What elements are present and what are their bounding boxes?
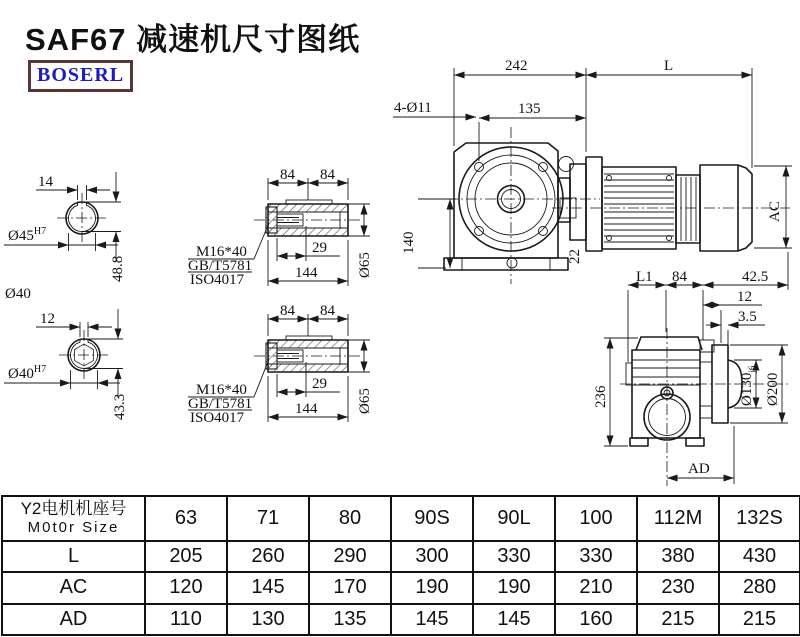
cell-AD-100: 160 [555,604,637,635]
cell-AD-90l: 145 [473,604,555,635]
motor-size-80: 80 [309,496,391,541]
header-motor-size-cn: Y2电机机座号 [20,499,127,519]
dim-keyway14-label: 14 [38,174,53,190]
dim-43-3-label: 43.3 [112,393,128,420]
dim-o65-label-2: Ø65 [357,388,373,414]
dim-144-label: 144 [295,265,318,281]
motor-size-90l: 90L [473,496,555,541]
motor-size-112m: 112M [637,496,719,541]
page-title: SAF67 减速机尺寸图纸 [25,22,361,57]
dim-bore45-label: $Ø45^{H7}$ [8,226,47,244]
motor-size-71: 71 [227,496,309,541]
cell-L-90s: 300 [391,541,473,572]
dim-3-5-label: 3.5 [738,309,757,325]
standard-note-1-2: GB/T5781 [188,396,253,412]
header-motor-size-en: M0t0r Size [27,519,120,537]
cell-AC-63: 120 [145,572,227,603]
dim-l1-label: L1 [636,269,653,285]
dim-84a-label: 84 [280,167,295,183]
cell-AC-80: 170 [309,572,391,603]
cell-AD-71: 130 [227,604,309,635]
cell-L-90l: 330 [473,541,555,572]
dim-236-label: 236 [593,385,609,408]
motor-size-100: 100 [555,496,637,541]
dim-48-8-label: 48.8 [110,255,126,282]
cell-AD-132s: 215 [719,604,800,635]
side-view [593,252,790,486]
cell-AC-90s: 190 [391,572,473,603]
dim-o130-label: $Ø130_{j6}$ [739,365,757,406]
motor-size-132s: 132S [719,496,800,541]
table-row-AD [2,604,800,635]
cell-L-112m: 380 [637,541,719,572]
dim-140-label: 140 [401,231,417,254]
dim-242-label: 242 [505,58,528,74]
dim-84b-label-2: 84 [320,303,335,319]
dim-42-5-label: 42.5 [742,269,769,285]
motor-size-63: 63 [145,496,227,541]
holes-note-label: 4-Ø11 [394,100,432,116]
dim-22-label: 22 [567,249,583,264]
dim-29-label-2: 29 [312,376,327,392]
thread-spec-note-2: M16*40 [196,382,247,398]
bore-view-top [4,172,126,282]
dim-29-label: 29 [312,240,327,256]
row-label-AD: AD [2,604,145,635]
standard-note-1: GB/T5781 [188,258,253,274]
cell-AC-100: 210 [555,572,637,603]
cell-AD-90s: 145 [391,604,473,635]
cell-AD-112m: 215 [637,604,719,635]
dim-ad-label: AD [688,461,710,477]
cell-AC-132s: 280 [719,572,800,603]
brand-logo: BOSERL [28,60,133,92]
motor-size-table [1,495,800,636]
dim-84a-label-2: 84 [280,303,295,319]
cell-L-132s: 430 [719,541,800,572]
motor-size-90s: 90S [391,496,473,541]
dim-84b-label: 84 [320,167,335,183]
dim-o200-label: Ø200 [765,372,781,406]
cell-AD-63: 110 [145,604,227,635]
dim-144-label-2: 144 [295,401,318,417]
cell-AC-112m: 230 [637,572,719,603]
bore-label-middle: Ø40 [5,286,31,302]
standard-note-2: ISO4017 [190,272,245,288]
cell-L-100: 330 [555,541,637,572]
dim-l-label: L [664,58,674,74]
cell-L-71: 260 [227,541,309,572]
row-label-AC: AC [2,572,145,603]
row-label-L: L [2,541,145,572]
table-header-row [2,496,800,541]
cell-L-63: 205 [145,541,227,572]
table-row-L [2,541,800,572]
front-view [393,58,792,284]
bore-view-bottom [4,309,128,420]
cell-AC-71: 145 [227,572,309,603]
dim-135-label: 135 [518,101,541,117]
thread-spec-note: M16*40 [196,244,247,260]
cell-L-80: 290 [309,541,391,572]
header-motor-size [2,496,145,541]
cell-AC-90l: 190 [473,572,555,603]
cell-AD-80: 135 [309,604,391,635]
dim-84-side-label: 84 [672,269,687,285]
table-row-AC [2,572,800,603]
dim-ac-label: AC [767,201,783,222]
dim-12-label: 12 [737,289,752,305]
dim-keyway12-label: 12 [40,311,55,327]
shaft-section-top [188,167,373,288]
shaft-section-bottom [188,303,373,426]
dim-o65-label: Ø65 [357,252,373,278]
standard-note-2-2: ISO4017 [190,410,245,426]
dim-bore40-label: $Ø40^{H7}$ [8,364,47,382]
